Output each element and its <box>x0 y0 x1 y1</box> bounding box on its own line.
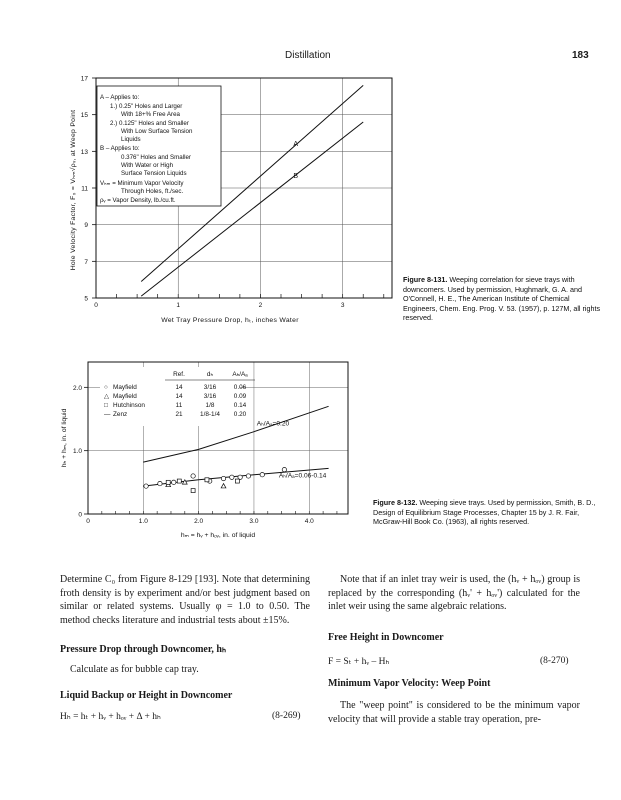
data-point-circle <box>246 474 250 478</box>
data-point-square <box>205 478 209 482</box>
page-number: 183 <box>572 50 589 61</box>
data-point-square <box>177 479 181 483</box>
chart1-x-axis-label: Wet Tray Pressure Drop, hₜ, inches Water <box>161 317 299 324</box>
legend-line: 2.) 0.125" Holes and Smaller <box>110 120 189 127</box>
table-row-name: Hutchinson <box>113 402 145 409</box>
equation-8-269: Hₕ = hₜ + hᵥ + hₒᵥ + Δ + hₕ <box>60 712 161 722</box>
chart2-y-tick-label: 1.0 <box>72 448 82 456</box>
equation-number-8-269: (8-269) <box>272 711 301 721</box>
data-point-circle <box>158 481 162 485</box>
table-row-ratio: 0.06 <box>233 384 247 391</box>
data-point-triangle <box>221 484 226 488</box>
legend-line: 0.376" Holes and Smaller <box>121 154 191 161</box>
legend-line: With Water or High <box>121 162 174 169</box>
caption-text: Weeping sieve trays. Used by permission, Smith, B. D., Design of Equilibrium Stage Processes, Chapter 15 by J. R. Fair, McGraw-Hill Book Co. (1963), all rights reserved. <box>373 498 596 527</box>
table-row-ref: 14 <box>175 384 183 391</box>
figure-8-132-caption <box>373 498 601 527</box>
chart1-x-tick-label: 2 <box>258 302 263 309</box>
legend-line: Vₕₘ = Minimum Vapor Velocity <box>100 180 184 187</box>
data-point-circle <box>144 484 148 488</box>
data-point-circle <box>260 473 264 477</box>
legend-line: Surface Tension Liquids <box>121 170 187 177</box>
table-row-ref: 11 <box>175 402 183 409</box>
equation-8-270: F = Sₜ + hᵥ – Hₕ <box>328 657 390 667</box>
table-row-marker: □ <box>104 402 108 409</box>
heading-weep-point: Minimum Vapor Velocity: Weep Point <box>328 678 491 689</box>
table-row-ref: 14 <box>175 393 183 400</box>
line-b-label: B <box>293 172 299 180</box>
table-row-marker: △ <box>104 393 109 400</box>
data-point-square <box>166 480 170 484</box>
data-point-square <box>235 479 239 483</box>
chart1-y-tick-label: 17 <box>80 75 88 83</box>
chart2-x-tick-label: 1.0 <box>138 518 148 525</box>
table-row-ratio: 0.14 <box>233 402 247 409</box>
left-paragraph-2: Calculate as for bubble cap tray. <box>70 664 199 675</box>
heading-liquid-backup: Liquid Backup or Height in Downcomer <box>60 690 233 701</box>
legend-line: With 18+% Free Area <box>121 111 180 118</box>
right-paragraph-2: The "weep point" is considered to be the minimum vapor velocity that will provide a stable tray operation, pre- <box>328 700 580 725</box>
chart2-x-tick-label: 4.0 <box>304 518 314 525</box>
table-row-dh: 3/16 <box>203 393 217 400</box>
data-point-circle <box>221 476 225 480</box>
page-header-section: Distillation <box>285 50 331 61</box>
legend-line: B – Applies to: <box>100 145 140 152</box>
chart1-y-axis-label: Hole Velocity Factor, F₀ = Vₕₘ√ρᵥ, at Weep Point <box>70 109 77 271</box>
heading-free-height: Free Height in Downcomer <box>328 632 444 643</box>
table-row-dh: 1/8 <box>205 402 215 409</box>
table-header-ref: Ref. <box>173 371 185 378</box>
legend-line: Through Holes, ft./sec. <box>121 188 184 195</box>
caption-number: Figure 8-132. <box>373 498 418 507</box>
table-row-marker: — <box>104 411 111 418</box>
legend-line: With Low Surface Tension <box>121 128 193 135</box>
table-row-dh: 1/8-1/4 <box>200 411 220 418</box>
data-point-circle <box>230 475 234 479</box>
line-a-label: A <box>293 140 299 148</box>
chart1-y-tick-label: 11 <box>81 185 88 193</box>
chart2-x-tick-label: 3.0 <box>249 518 259 525</box>
legend-line: A – Applies to: <box>100 94 140 101</box>
data-point-square <box>191 489 195 493</box>
chart1-x-tick-label: 1 <box>176 302 181 309</box>
table-row-ratio: 0.09 <box>233 393 247 400</box>
chart2-y-axis-label: hₕ + hₘ, in. of liquid <box>61 408 68 468</box>
right-paragraph-1: Note that if an inlet tray weir is used, the (hᵥ + hₒᵥ) group is replaced by the corresponding (hᵥ' + hₒᵥ') calculated for the inlet weir using the same algebraic relations. <box>328 574 580 613</box>
caption-text: Weeping correlation for sieve trays with downcomers. Used by permission, Hughmark, G. A. and O'Connell, H. E., The American Institute of Chemical Engineers, Chem. Eng. Prog. V. 53. (1957), p. 127M, all rights reserved. <box>403 275 601 323</box>
data-point-circle <box>191 474 195 478</box>
table-row-name: Zenz <box>113 411 128 418</box>
chart2-x-axis-label: hₘ = hᵥ + hₒᵥ, in. of liquid <box>180 532 256 539</box>
chart1-x-tick-label: 0 <box>94 302 98 309</box>
chart2-y-tick-label: 0 <box>78 511 82 519</box>
chart1-y-tick-label: 5 <box>84 295 88 303</box>
left-paragraph-1: Determine C₀ from Figure 8-129 [193]. Note that determining froth density is by experiment and/or best judgment based on similar or related systems. Usually φ = 1.0 to 0.50. The method checks literature and industrial tests about ±15%. <box>60 574 310 626</box>
heading-pressure-drop-downcomer: Pressure Drop through Downcomer, hₕ <box>60 644 226 655</box>
data-point-circle <box>172 480 176 484</box>
data-point-circle <box>282 467 286 471</box>
annotation-020: Aₕ/Aₐ=0.20 <box>256 420 290 428</box>
chart1-x-tick-label: 3 <box>340 302 345 309</box>
caption-number: Figure 8-131. <box>403 275 448 284</box>
legend-line: 1.) 0.25" Holes and Larger <box>110 103 183 110</box>
table-row-ratio: 0.20 <box>233 411 247 418</box>
chart2-x-tick-label: 2.0 <box>194 518 204 525</box>
chart1-y-tick-label: 7 <box>84 258 88 266</box>
chart2-y-tick-label: 2.0 <box>72 384 82 392</box>
table-header-dh: dₕ <box>206 371 214 378</box>
table-row-name: Mayfield <box>113 393 137 400</box>
table-row-marker: ○ <box>104 384 108 391</box>
chart1-y-tick-label: 15 <box>80 112 88 120</box>
table-row-ref: 21 <box>175 411 183 418</box>
chart1-y-tick-label: 13 <box>80 148 88 156</box>
equation-number-8-270: (8-270) <box>540 656 569 666</box>
table-row-dh: 3/16 <box>203 384 217 391</box>
table-header-ratio: Aₕ/Aₐ <box>232 371 248 378</box>
chart1-y-tick-label: 9 <box>84 222 88 230</box>
legend-line: ρᵥ = Vapor Density, lb./cu.ft. <box>100 197 176 204</box>
chart2-x-tick-label: 0 <box>86 518 90 525</box>
annotation-006-014: Aₕ/Aₐ=0.06-0.14 <box>278 472 327 480</box>
table-row-name: Mayfield <box>113 384 137 391</box>
legend-line: Liquids <box>121 136 141 143</box>
